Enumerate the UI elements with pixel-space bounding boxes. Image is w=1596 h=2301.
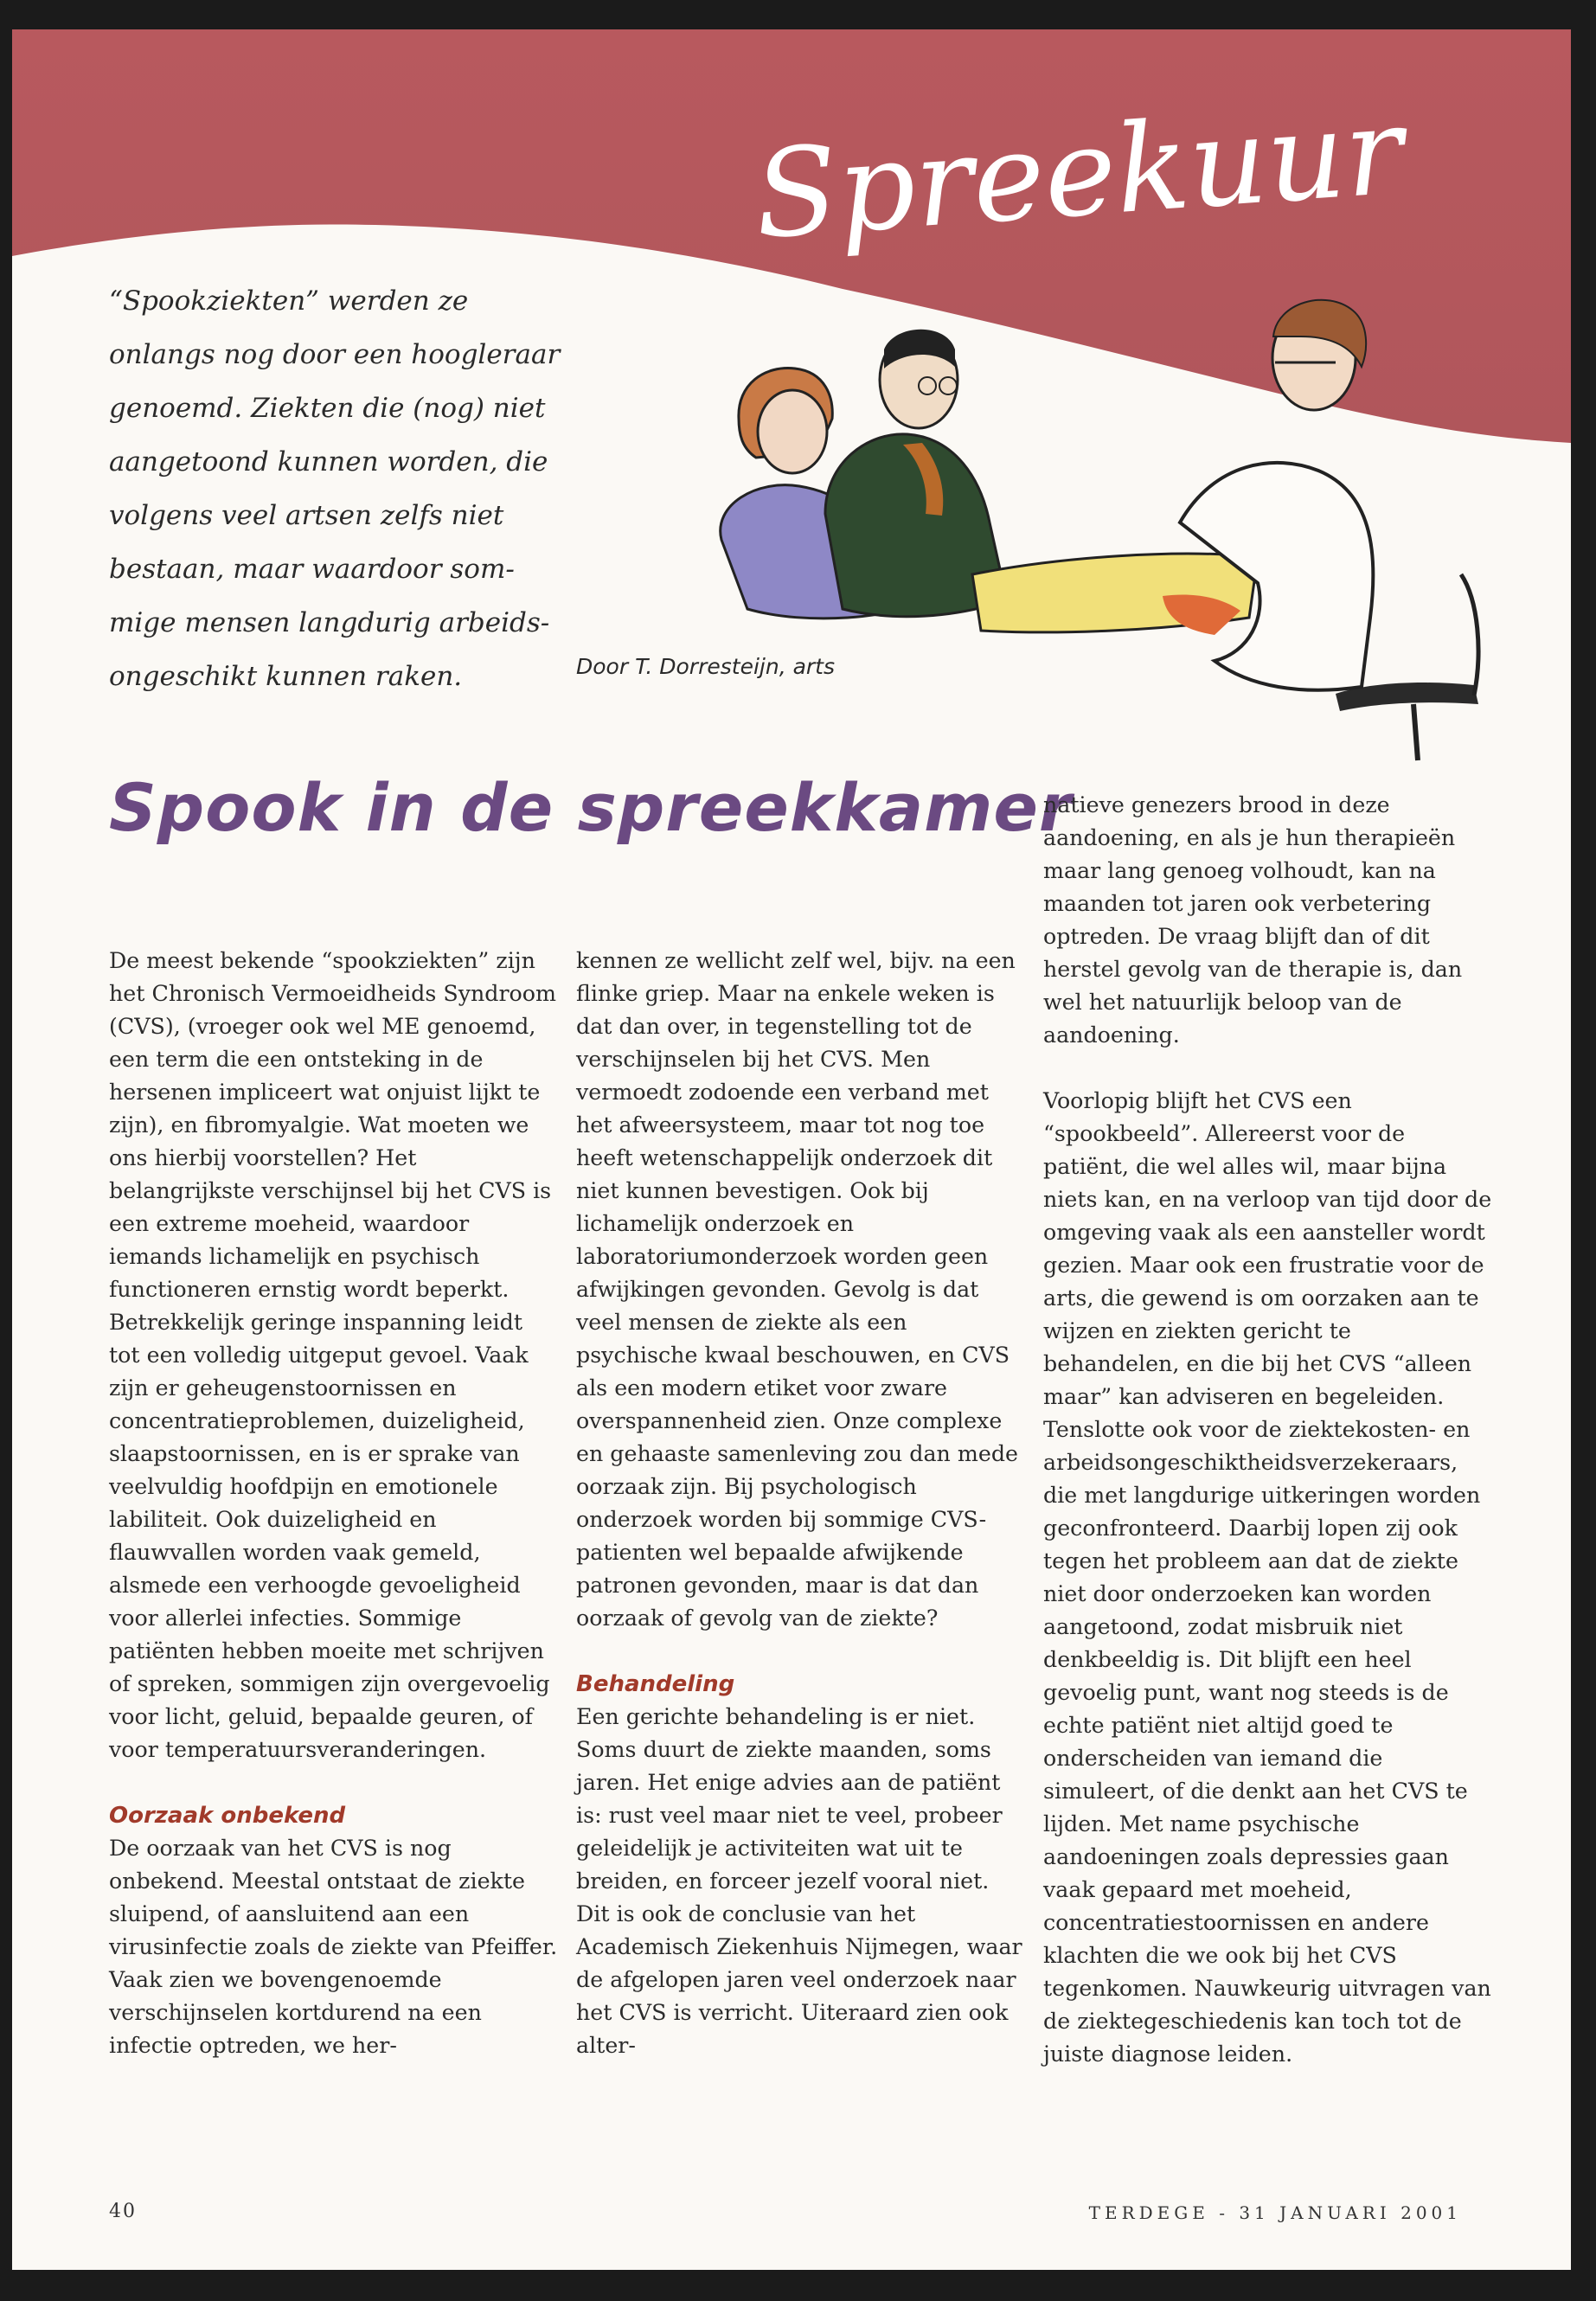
author-byline: Door T. Dorresteijn, arts <box>576 654 836 679</box>
consultation-illustration <box>695 289 1491 773</box>
body-paragraph: natieve genezers brood in deze aandoening, en als je hun therapieën maar lang genoeg volhoudt, kan na maanden tot jaren ook verbetering optreden. De vraag blijft dan of dit herstel gevolg van de therapie is, dan wel het natuurlijk beloop van de aandoening. <box>1043 792 1463 1048</box>
section-title-script <box>747 80 1407 280</box>
body-paragraph: Een gerichte behandeling is er niet. Soms duurt de ziekte maanden, soms jaren. Het enige advies aan de patiënt is: rust veel maar niet te veel, probeer geleidelijk je activiteiten wat uit te breiden, en forceer jezelf vooral niet. Dit is ook de conclusie van het Academisch Ziekenhuis Nijmegen, waar de afgelopen jaren veel onderzoek naar het CVS is verricht. Uiteraard zien ook alter- <box>576 1704 1022 2058</box>
section-title-text: Spreekuur <box>750 80 1407 267</box>
article-column-2 <box>576 945 1026 2095</box>
body-paragraph: De meest bekende “spookziekten” zijn het Chronisch Vermoeidheids Syndroom (CVS), (vroeger ook wel ME genoemd, een term die een ontsteking in de hersenen impliceert wat onjuist lijkt te zijn), en fibromyalgie. Wat moeten we ons hierbij voorstellen? Het belangrijkste verschijnsel bij het CVS is een extreme moeheid, waardoor iemands lichamelijk en psychisch functioneren ernstig wordt beperkt. Betrekkelijk geringe inspanning leidt tot een volledig uitgeput gevoel. Vaak zijn er geheugenstoornissen en concentratieproblemen, duizeligheid, slaapstoornissen, en is er sprake van veelvuldig hoofdpijn en emotionele labiliteit. Ook duizeligheid en flauwvallen worden vaak gemeld, alsmede een verhoogde gevoeligheid voor allerlei infecties. Sommige patiënten hebben moeite met schrijven of spreken, sommigen zijn overgevoelig voor licht, geluid, bepaalde geuren, of voor temperatuursveranderingen. <box>109 948 557 1762</box>
lead-line: volgens veel artsen zelfs niet <box>109 500 504 531</box>
body-paragraph: Voorlopig blijft het CVS een “spookbeeld”. Allereerst voor de patiënt, die wel alles wil, maar bijna niets kan, en na verloop van tijd door de omgeving vaak als een aansteller wordt gezien. Maar ook een frustratie voor de arts, die gewend is om oorzaken aan te wijzen en ziekten gericht te behandelen, en die bij het CVS “alleen maar” kan adviseren en begeleiden. Tenslotte ook voor de ziektekosten- en arbeidsongeschiktheidsverzekeraars, die met langdurige uitkeringen worden geconfronteerd. Daarbij lopen zij ook tegen het probleem aan dat de ziekte niet door onderzoeken kan worden aangetoond, zodat misbruik niet denkbeeldig is. Dit blijft een heel gevoelig punt, want nog steeds is de echte patiënt niet altijd goed te onderscheiden van iemand die simuleert, of die denkt aan het CVS te lijden. Met name psychische aandoeningen zoals depressies gaan vaak gepaard met moeheid, concentratiestoornissen en andere klachten die we ook bij het CVS tegenkomen. Nauwkeurig uitvragen van de ziektegeschiedenis kan toch tot de juiste diagnose leiden. <box>1043 1088 1492 2067</box>
article-column-3 <box>1043 789 1493 2104</box>
lead-line: bestaan, maar waardoor som- <box>109 554 515 585</box>
subheading-oorzaak: Oorzaak onbekend <box>109 1803 346 1829</box>
lead-line: ongeschikt kunnen raken. <box>109 661 463 692</box>
lead-line: aangetoond kunnen worden, die <box>109 446 548 478</box>
lead-intro <box>109 274 593 703</box>
lead-line: onlangs nog door een hoogleraar <box>109 339 561 370</box>
woman-face <box>758 390 827 473</box>
page-sheet <box>12 29 1571 2270</box>
article-headline: Spook in de spreekkamer <box>109 769 1073 846</box>
lead-line: genoemd. Ziekten die (nog) niet <box>109 393 546 424</box>
article-column-1 <box>109 945 559 2095</box>
magazine-issue: TERDEGE - 31 JANUARI 2001 <box>1088 2202 1462 2223</box>
body-paragraph: kennen ze wellicht zelf wel, bijv. na een flinke griep. Maar na enkele weken is dat dan over, in tegenstelling tot de verschijnselen bij het CVS. Men vermoedt zodoende een verband met het afweersysteem, maar tot nog toe heeft wetenschappelijk onderzoek dit niet kunnen bevestigen. Ook bij lichamelijk onderzoek en laboratoriumonderzoek worden geen afwijkingen gevonden. Gevolg is dat veel mensen de ziekte als een psychische kwaal beschouwen, en CVS als een modern etiket voor zware overspannenheid zien. Onze complexe en gehaaste samenleving zou dan mede oorzaak zijn. Bij psychologisch onderzoek worden bij sommige CVS-patienten wel bepaalde afwijkende patronen gevonden, maar is dat dan oorzaak of gevolg van de ziekte? <box>576 948 1018 1631</box>
page-number: 40 <box>109 2201 137 2222</box>
subheading-behandeling: Behandeling <box>576 1671 735 1697</box>
lead-line: “Spookziekten” werden ze <box>109 285 469 317</box>
lead-line: mige mensen langdurig arbeids- <box>109 607 550 638</box>
body-paragraph: De oorzaak van het CVS is nog onbekend. Meestal ontstaat de ziekte sluipend, of aansluitend aan een virusinfectie zoals de ziekte van Pfeiffer. Vaak zien we bovengenoemde verschijnselen kortdurend na een infectie optreden, we her- <box>109 1836 558 2058</box>
